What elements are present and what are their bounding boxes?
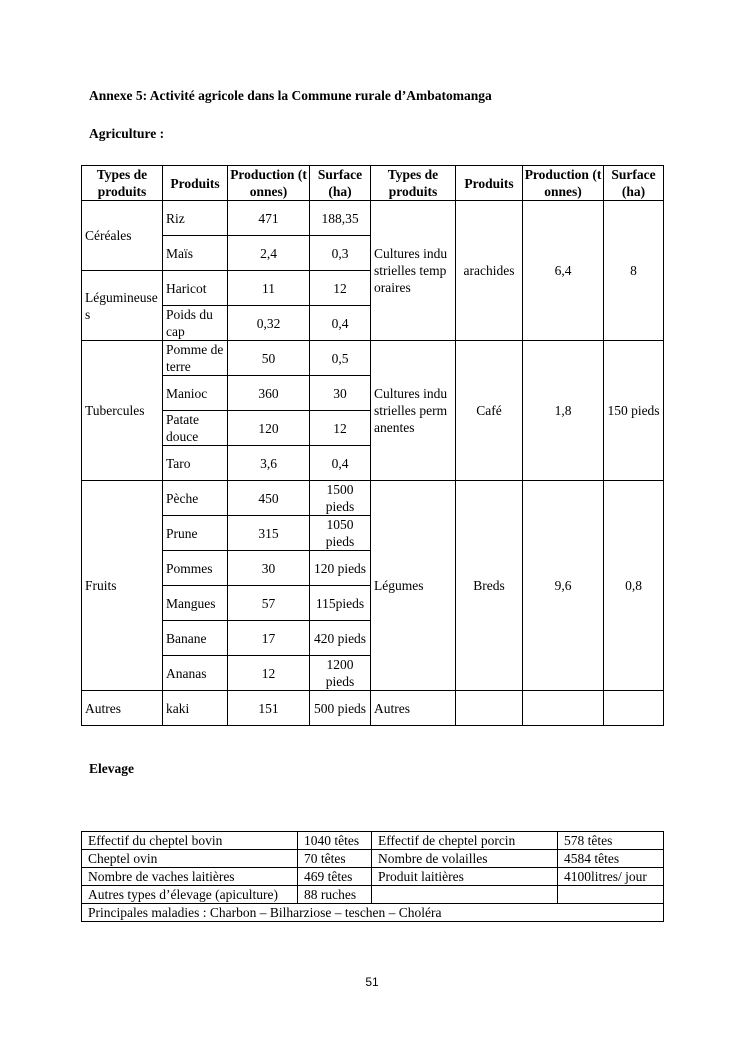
vaches-label: Nombre de vaches laitières [82, 868, 298, 886]
autres-elevage-value: 88 ruches [298, 886, 372, 904]
header-produits-2: Produits [456, 166, 523, 201]
produit-cell: Taro [163, 446, 228, 481]
type-legumes: Légumes [371, 481, 456, 691]
production-cafe: 1,8 [523, 341, 604, 481]
produit-cafe: Café [456, 341, 523, 481]
porcin-value: 578 têtes [558, 832, 664, 850]
surface-cell: 1500 pieds [310, 481, 371, 516]
surface-cafe: 150 pieds [604, 341, 664, 481]
porcin-label: Effectif de cheptel porcin [372, 832, 558, 850]
table-row [82, 691, 664, 726]
surface-cell: 1200 pieds [310, 656, 371, 691]
header-surface-2: Surface (ha) [604, 166, 664, 201]
type-cultures-permanentes: Cultures industrielles permanentes [371, 341, 456, 481]
production-cell: 12 [228, 656, 310, 691]
page-number: 51 [365, 975, 379, 989]
maladies-row: Principales maladies : Charbon – Bilharziose – teschen – Choléra [82, 904, 664, 922]
empty-cell [372, 886, 558, 904]
elevage-table [81, 831, 664, 922]
production-cell: 120 [228, 411, 310, 446]
surface-cell: 115pieds [310, 586, 371, 621]
production-cell: 30 [228, 551, 310, 586]
production-arachides: 6,4 [523, 201, 604, 341]
header-types-de-produits: Types de produits [82, 166, 163, 201]
table-row [82, 832, 664, 850]
production-cell: 11 [228, 271, 310, 306]
produit-cell: Manioc [163, 376, 228, 411]
vaches-value: 469 têtes [298, 868, 372, 886]
table-row [82, 341, 664, 376]
type-cereales: Céréales [82, 201, 163, 271]
production-cell: 0,32 [228, 306, 310, 341]
produit-breds: Breds [456, 481, 523, 691]
table-row [82, 481, 664, 516]
production-cell: 2,4 [228, 236, 310, 271]
agriculture-heading: Agriculture : [89, 126, 165, 141]
surface-cell: 30 [310, 376, 371, 411]
type-autres-2: Autres [371, 691, 456, 726]
surface-cell: 12 [310, 271, 371, 306]
produit-cell: Prune [163, 516, 228, 551]
agriculture-table [81, 165, 664, 726]
table-row [82, 850, 664, 868]
surface-cell: 12 [310, 411, 371, 446]
surface-cell: 0,3 [310, 236, 371, 271]
lait-value: 4100litres/ jour [558, 868, 664, 886]
empty-cell [523, 691, 604, 726]
production-cell: 471 [228, 201, 310, 236]
produit-cell: Riz [163, 201, 228, 236]
surface-cell: 188,35 [310, 201, 371, 236]
volailles-value: 4584 têtes [558, 850, 664, 868]
table-row [82, 201, 664, 236]
produit-arachides: arachides [456, 201, 523, 341]
surface-cell: 1050 pieds [310, 516, 371, 551]
produit-cell: Mangues [163, 586, 228, 621]
produit-cell: Pomme de terre [163, 341, 228, 376]
type-fruits: Fruits [82, 481, 163, 691]
production-cell: 360 [228, 376, 310, 411]
table-header-row [82, 166, 664, 201]
table-row [82, 886, 664, 904]
surface-cell: 0,4 [310, 446, 371, 481]
bovin-value: 1040 têtes [298, 832, 372, 850]
ovin-label: Cheptel ovin [82, 850, 298, 868]
production-breds: 9,6 [523, 481, 604, 691]
produit-cell: Maïs [163, 236, 228, 271]
produit-cell: Pèche [163, 481, 228, 516]
header-production-2: Production (tonnes) [523, 166, 604, 201]
autres-elevage-label: Autres types d’élevage (apiculture) [82, 886, 298, 904]
type-cultures-temporaires: Cultures industrielles temporaires [371, 201, 456, 341]
produit-cell: Poids du cap [163, 306, 228, 341]
surface-cell: 120 pieds [310, 551, 371, 586]
surface-cell: 0,5 [310, 341, 371, 376]
production-cell: 17 [228, 621, 310, 656]
production-cell: 151 [228, 691, 310, 726]
lait-label: Produit laitières [372, 868, 558, 886]
production-cell: 57 [228, 586, 310, 621]
production-cell: 450 [228, 481, 310, 516]
empty-cell [456, 691, 523, 726]
surface-cell: 420 pieds [310, 621, 371, 656]
empty-cell [604, 691, 664, 726]
header-produits: Produits [163, 166, 228, 201]
page-title: Annexe 5: Activité agricole dans la Commune rurale d’Ambatomanga [89, 88, 492, 103]
volailles-label: Nombre de volailles [372, 850, 558, 868]
produit-cell: kaki [163, 691, 228, 726]
header-surface: Surface (ha) [310, 166, 371, 201]
production-cell: 50 [228, 341, 310, 376]
produit-cell: Ananas [163, 656, 228, 691]
ovin-value: 70 têtes [298, 850, 372, 868]
production-cell: 315 [228, 516, 310, 551]
empty-cell [558, 886, 664, 904]
header-types-de-produits-2: Types de produits [371, 166, 456, 201]
header-production: Production (tonnes) [228, 166, 310, 201]
type-tubercules: Tubercules [82, 341, 163, 481]
produit-cell: Banane [163, 621, 228, 656]
surface-cell: 500 pieds [310, 691, 371, 726]
surface-cell: 0,4 [310, 306, 371, 341]
bovin-label: Effectif du cheptel bovin [82, 832, 298, 850]
produit-cell: Haricot [163, 271, 228, 306]
table-row [82, 868, 664, 886]
surface-breds: 0,8 [604, 481, 664, 691]
produit-cell: Pommes [163, 551, 228, 586]
surface-arachides: 8 [604, 201, 664, 341]
production-cell: 3,6 [228, 446, 310, 481]
type-autres: Autres [82, 691, 163, 726]
type-legumineuses: Légumineuses [82, 271, 163, 341]
table-row [82, 904, 664, 922]
produit-cell: Patate douce [163, 411, 228, 446]
elevage-heading: Elevage [89, 761, 134, 776]
